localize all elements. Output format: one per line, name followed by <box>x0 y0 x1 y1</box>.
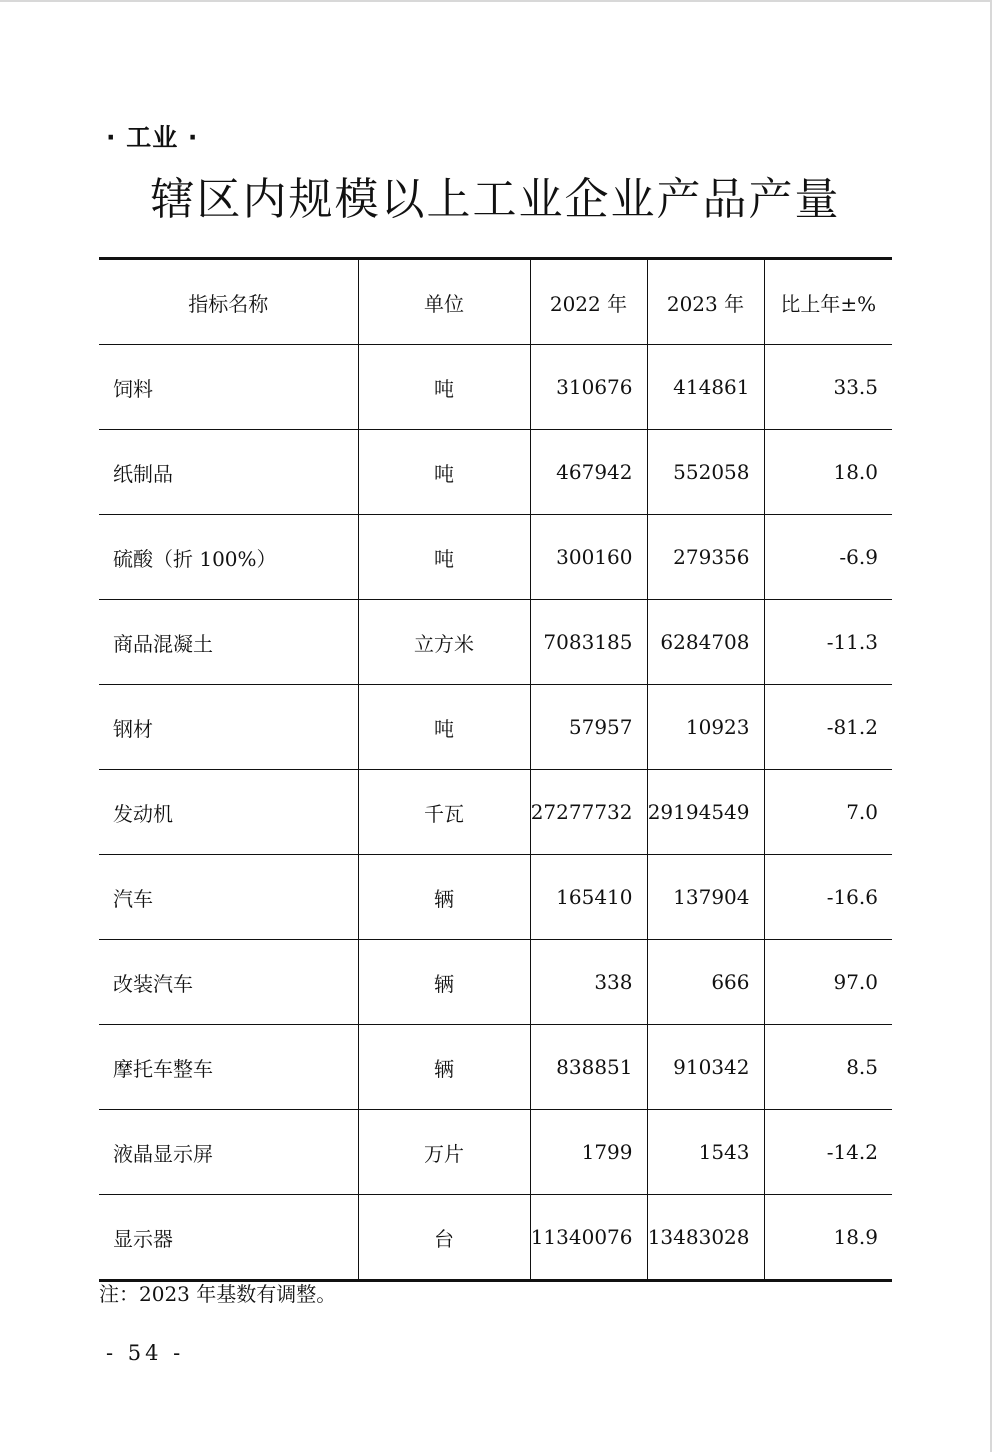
cell-value-2022: 300160 <box>530 515 647 600</box>
cell-indicator-name: 显示器 <box>99 1195 358 1281</box>
cell-value-2022: 467942 <box>530 430 647 515</box>
cell-change: -6.9 <box>764 515 892 600</box>
header-year-2022: 2022 年 <box>530 259 647 345</box>
table-row <box>99 1195 892 1281</box>
header-indicator-name: 指标名称 <box>99 259 358 345</box>
page-number: - 54 - <box>106 1341 185 1365</box>
cell-indicator-name: 液晶显示屏 <box>99 1110 358 1195</box>
cell-change: -81.2 <box>764 685 892 770</box>
cell-change: 33.5 <box>764 345 892 430</box>
cell-value-2023: 10923 <box>647 685 764 770</box>
cell-change: -16.6 <box>764 855 892 940</box>
table-row <box>99 855 892 940</box>
cell-indicator-name: 汽车 <box>99 855 358 940</box>
cell-unit: 台 <box>358 1195 530 1281</box>
cell-unit: 万片 <box>358 1110 530 1195</box>
cell-value-2023: 1543 <box>647 1110 764 1195</box>
cell-value-2022: 338 <box>530 940 647 1025</box>
cell-indicator-name: 饲料 <box>99 345 358 430</box>
cell-value-2023: 910342 <box>647 1025 764 1110</box>
table-footnote: 注：2023 年基数有调整。 <box>99 1282 337 1306</box>
cell-unit: 辆 <box>358 940 530 1025</box>
cell-unit: 辆 <box>358 855 530 940</box>
cell-value-2022: 27277732 <box>530 770 647 855</box>
table-row <box>99 600 892 685</box>
cell-value-2022: 310676 <box>530 345 647 430</box>
cell-indicator-name: 钢材 <box>99 685 358 770</box>
cell-value-2023: 666 <box>647 940 764 1025</box>
cell-value-2022: 838851 <box>530 1025 647 1110</box>
cell-change: 97.0 <box>764 940 892 1025</box>
cell-change: -11.3 <box>764 600 892 685</box>
cell-unit: 千瓦 <box>358 770 530 855</box>
cell-value-2023: 137904 <box>647 855 764 940</box>
cell-change: 18.9 <box>764 1195 892 1281</box>
table-row <box>99 685 892 770</box>
cell-value-2023: 13483028 <box>647 1195 764 1281</box>
cell-unit: 吨 <box>358 515 530 600</box>
page-edge-top <box>0 0 992 2</box>
table-row <box>99 515 892 600</box>
cell-value-2022: 7083185 <box>530 600 647 685</box>
header-change-percent: 比上年±% <box>780 291 877 316</box>
cell-indicator-name: 纸制品 <box>99 430 358 515</box>
cell-unit: 吨 <box>358 345 530 430</box>
cell-indicator-name: 摩托车整车 <box>99 1025 358 1110</box>
cell-value-2023: 552058 <box>647 430 764 515</box>
cell-indicator-name: 发动机 <box>99 770 358 855</box>
cell-change: -14.2 <box>764 1110 892 1195</box>
cell-change: 8.5 <box>764 1025 892 1110</box>
table-row <box>99 770 892 855</box>
cell-indicator-name: 改装汽车 <box>99 940 358 1025</box>
cell-value-2023: 29194549 <box>647 770 764 855</box>
table-header-row <box>99 259 892 345</box>
cell-value-2022: 1799 <box>530 1110 647 1195</box>
cell-value-2023: 6284708 <box>647 600 764 685</box>
cell-value-2023: 414861 <box>647 345 764 430</box>
product-output-table <box>99 257 892 1282</box>
header-unit: 单位 <box>358 259 530 345</box>
cell-unit: 立方米 <box>358 600 530 685</box>
table-row <box>99 430 892 515</box>
cell-value-2023: 279356 <box>647 515 764 600</box>
cell-value-2022: 165410 <box>530 855 647 940</box>
cell-value-2022: 57957 <box>530 685 647 770</box>
cell-unit: 辆 <box>358 1025 530 1110</box>
table-row <box>99 345 892 430</box>
cell-unit: 吨 <box>358 685 530 770</box>
cell-unit: 吨 <box>358 430 530 515</box>
cell-indicator-name: 硫酸（折 100%） <box>99 515 358 600</box>
section-tag: · 工业 · <box>106 123 199 152</box>
cell-value-2022: 11340076 <box>530 1195 647 1281</box>
cell-change: 7.0 <box>764 770 892 855</box>
table-row <box>99 1110 892 1195</box>
table-row <box>99 1025 892 1110</box>
cell-change: 18.0 <box>764 430 892 515</box>
cell-indicator-name: 商品混凝土 <box>99 600 358 685</box>
table-row <box>99 940 892 1025</box>
header-year-2023: 2023 年 <box>647 259 764 345</box>
page-title: 辖区内规模以上工业企业产品产量 <box>150 174 841 225</box>
